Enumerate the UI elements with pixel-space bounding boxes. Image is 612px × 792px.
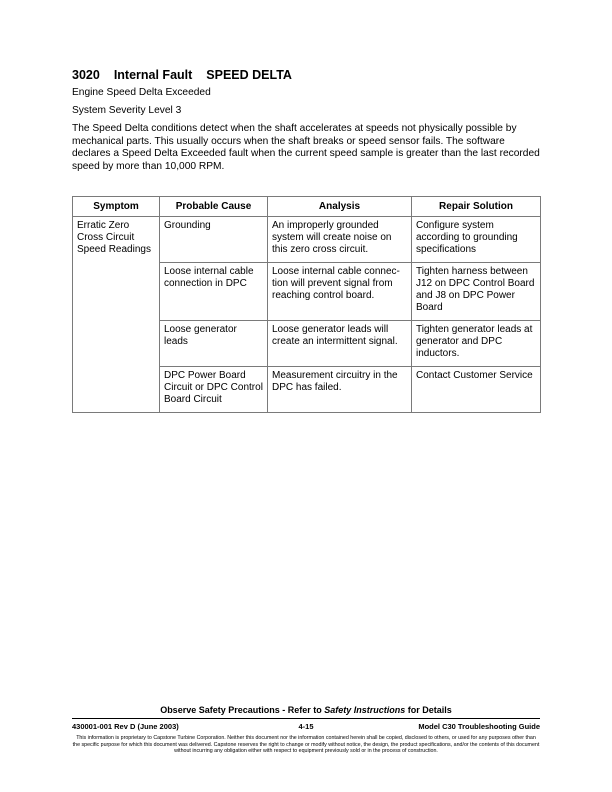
header-symptom: Symptom	[73, 197, 160, 217]
cause-cell: Grounding	[160, 217, 268, 263]
header-repair-solution: Repair Solution	[412, 197, 541, 217]
fault-category: Internal Fault	[113, 68, 193, 82]
table-row	[73, 217, 541, 263]
cause-cell: DPC Power Board Circuit or DPC Control Board Circuit	[160, 367, 268, 413]
page-number: 4-15	[298, 722, 314, 731]
fault-name: SPEED DELTA	[206, 68, 292, 82]
guide-title: Model C30 Troubleshooting Guide	[418, 722, 540, 731]
fault-code: 3020	[72, 68, 100, 82]
fault-description: The Speed Delta conditions detect when the shaft accelerates at speeds not physically possible by mechanical parts. This usually occurs when the shaft breaks or speed sensor fails. The software declares a Speed Delta Exceeded fault when the current speed sample is greater than the last recorded speed by more than 10,000 RPM.	[72, 123, 540, 172]
safety-notice	[0, 705, 612, 715]
header-analysis: Analysis	[268, 197, 412, 217]
safety-suffix: for Details	[405, 705, 452, 715]
analysis-cell: An improperly grounded system will create noise on this zero cross circuit.	[268, 217, 412, 263]
safety-prefix: Observe Safety Precautions - Refer to	[160, 705, 325, 715]
severity-level: System Severity Level 3	[72, 105, 182, 116]
cause-cell: Loose internal cable connection in DPC	[160, 263, 268, 321]
fault-subtitle: Engine Speed Delta Exceeded	[72, 87, 211, 98]
safety-instructions-ref: Safety Instructions	[324, 705, 406, 715]
proprietary-notice: This information is proprietary to Capstone Turbine Corporation. Neither this document nor the information contained herein shall be copied, disclosed to others, or used for any purposes other than the specific purpose for which this document was delivered. Capstone reserves the right to change or modify without notice, the design, the product specifications, and/or the contents of this document without incurring any obligation either with respect to equipment previously sold or in the process of construction.	[72, 735, 540, 755]
analysis-cell: Loose generator leads will create an intermittent signal.	[268, 321, 412, 367]
symptom-cell: Erratic Zero Cross Circuit Speed Readings	[73, 217, 160, 413]
page-title	[72, 68, 292, 82]
fault-table	[72, 196, 541, 413]
cause-cell: Loose generator leads	[160, 321, 268, 367]
solution-cell: Contact Customer Service	[412, 367, 541, 413]
solution-cell: Tighten harness between J12 on DPC Control Board and J8 on DPC Power Board	[412, 263, 541, 321]
table-header-row	[73, 197, 541, 217]
header-probable-cause: Probable Cause	[160, 197, 268, 217]
analysis-cell: Measurement circuitry in the DPC has failed.	[268, 367, 412, 413]
solution-cell: Tighten generator leads at generator and DPC inductors.	[412, 321, 541, 367]
solution-cell: Configure system according to grounding specifications	[412, 217, 541, 263]
analysis-cell: Loose internal cable connec-tion will prevent signal from reaching control board.	[268, 263, 412, 321]
document-number: 430001-001 Rev D (June 2003)	[72, 722, 179, 731]
footer-divider	[72, 718, 540, 719]
